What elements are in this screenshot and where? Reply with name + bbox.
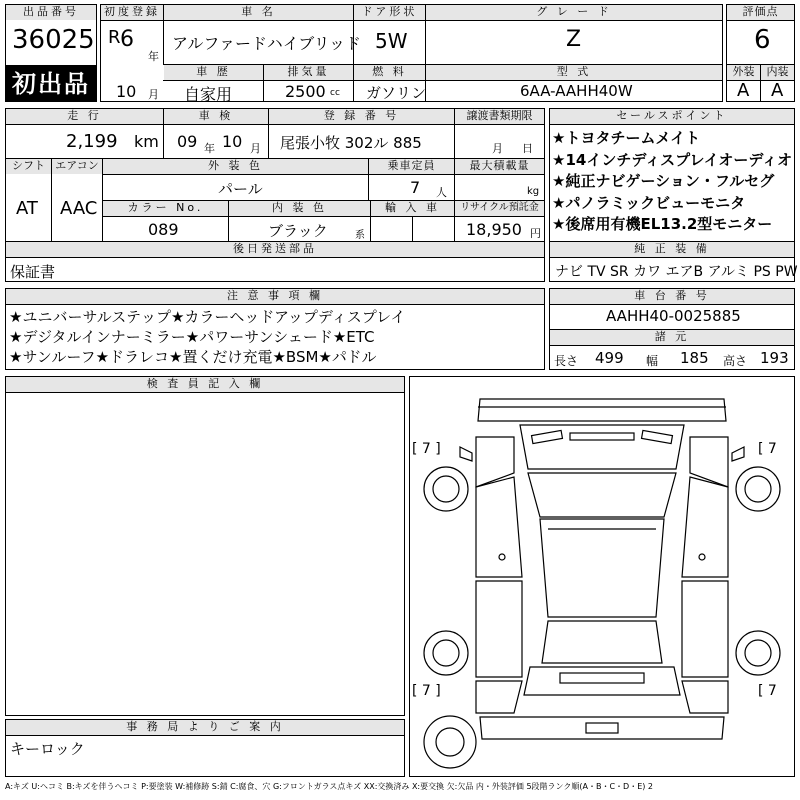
color-no: 089	[148, 220, 179, 239]
mileage-label: 走 行	[6, 109, 163, 124]
lot-number-box	[5, 4, 97, 66]
later-parts-label: 後日発送部品	[6, 242, 544, 257]
inspector-box	[5, 376, 405, 716]
damage-legend: A:キズ U:ヘコミ B:キズを伴うヘコミ P:要塗装 W:補修跡 S:錆 C:腐食、穴 G:フロントガラス点キズ XX:交換済み X:要交換 欠:欠品 内・外装評価 5段階ランク順(A・B・C・D・E) 2	[5, 782, 654, 791]
mileage: 2,199	[66, 131, 118, 152]
ext-color-label: 外 装 色	[103, 159, 368, 174]
transfer-day-unit: 日	[522, 142, 533, 155]
capacity-label: 乗車定員	[369, 159, 454, 174]
note-line: ★デジタルインナーミラー★パワーサンシェード★ETC	[9, 328, 375, 346]
interior-grade: A	[771, 80, 784, 101]
reg-month-unit: 月	[148, 88, 159, 101]
first-reg-label: 初度登録	[101, 5, 163, 20]
door-label: ドア形状	[354, 5, 425, 20]
sales-points-list	[552, 128, 794, 236]
fuel-label: 燃 料	[354, 65, 425, 80]
exterior-grade: A	[737, 80, 750, 101]
car-diagram-box	[409, 376, 795, 777]
tire-mark-front-right: [ 7	[758, 441, 777, 457]
inspection-year: 09	[177, 132, 198, 151]
color-no-label: カラー No.	[103, 201, 228, 216]
model-label: 型 式	[426, 65, 722, 80]
reg-year: 6	[120, 27, 134, 52]
history: 自家用	[184, 85, 233, 104]
history-label: 車 歴	[164, 65, 263, 80]
sales-point: ★パノラミックビューモニタ	[552, 193, 746, 212]
lot-label: 出品番号	[6, 5, 96, 20]
shift: AT	[16, 198, 38, 219]
notes-lines	[9, 307, 543, 367]
equipment-value: ナビ TV SR カワ エアB アルミ PS PW	[555, 264, 798, 280]
height-label: 高さ	[723, 354, 748, 368]
car-name: アルファードハイブリッド	[172, 34, 361, 53]
score-label: 評価点	[727, 5, 794, 20]
note-line: ★サンルーフ★ドラレコ★置くだけ充電★BSM★パドル	[9, 348, 377, 366]
chassis-label: 車 台 番 号	[550, 289, 794, 304]
later-parts: 保証書	[10, 263, 56, 281]
plate-label: 登 録 番 号	[269, 109, 454, 124]
mileage-unit: km	[134, 132, 159, 151]
width-label: 幅	[646, 354, 659, 368]
office-label: 事 務 局 よ り ご 案 内	[6, 720, 404, 735]
office-value: キーロック	[10, 740, 85, 758]
width-value: 185	[680, 349, 709, 367]
reg-era: R	[108, 27, 121, 48]
door-type: 5W	[375, 29, 408, 53]
first-listing-badge: 初出品	[5, 66, 97, 102]
tire-mark-rear-left: [ 7 ]	[412, 683, 441, 699]
plate: 尾張小牧 302ル 885	[280, 134, 422, 152]
note-line: ★ユニバーサルステップ★カラーヘッドアップディスプレイ	[9, 308, 406, 326]
load-unit: kg	[527, 186, 540, 197]
shift-label: シフト	[6, 159, 51, 174]
transfer-label: 譲渡書類期限	[455, 109, 544, 124]
import-label: 輸 入 車	[371, 201, 454, 216]
height-value: 193	[760, 349, 789, 367]
recycle-label: リサイクル預託金	[455, 201, 544, 216]
capacity-unit: 人	[436, 186, 447, 199]
recycle-unit: 円	[530, 227, 541, 240]
int-color: ブラック	[268, 222, 328, 240]
score: 6	[754, 25, 771, 55]
car-name-label: 車 名	[164, 5, 353, 20]
notes-label: 注 意 事 項 欄	[6, 289, 544, 304]
grade: Z	[566, 27, 582, 52]
tire-mark-front-left: [ 7 ]	[412, 441, 441, 457]
displacement-unit: cc	[330, 88, 340, 98]
inspection-month: 10	[222, 132, 243, 151]
inspector-label: 検 査 員 記 入 欄	[6, 377, 404, 392]
sales-points-label: セールスポイント	[550, 109, 794, 124]
load-label: 最大積載量	[455, 159, 544, 174]
sales-point: ★14インチディスプレイオーディオ	[552, 150, 793, 169]
sales-point: ★後席用有機EL13.2型モニター	[552, 215, 773, 233]
length-label: 長さ	[554, 354, 579, 368]
reg-month: 10	[116, 82, 137, 101]
ac: AAC	[60, 198, 98, 219]
fuel: ガソリン	[366, 84, 427, 102]
displacement-label: 排気量	[264, 65, 353, 80]
displacement: 2500	[285, 82, 326, 101]
inspection-label: 車 検	[164, 109, 268, 124]
lot-number: 36025	[12, 25, 95, 55]
dims-label: 諸 元	[550, 330, 794, 345]
int-color-suffix: 系	[355, 230, 365, 241]
model: 6AA-AAHH40W	[520, 82, 633, 100]
recycle: 18,950	[466, 220, 522, 239]
inspection-month-unit: 月	[250, 142, 261, 155]
length-value: 499	[595, 349, 624, 367]
capacity: 7	[410, 178, 421, 197]
inspection-year-unit: 年	[204, 142, 215, 155]
car-body-diagram	[410, 377, 794, 776]
transfer-month-unit: 月	[492, 142, 503, 155]
reg-year-unit: 年	[148, 50, 159, 63]
ac-label: エアコン	[52, 159, 102, 174]
exterior-label: 外装	[727, 65, 760, 80]
interior-label: 内装	[761, 65, 794, 80]
tire-mark-rear-right: [ 7	[758, 683, 777, 699]
equipment-label: 純 正 装 備	[550, 242, 794, 257]
sales-point: ★トヨタチームメイト	[552, 129, 701, 147]
int-color-label: 内 装 色	[229, 201, 370, 216]
grade-label: グ レ ー ド	[426, 5, 722, 20]
chassis-number: AAHH40-0025885	[606, 307, 741, 325]
ext-color: パール	[218, 180, 263, 198]
sales-point: ★純正ナビゲーション・フルセグ	[552, 172, 775, 190]
